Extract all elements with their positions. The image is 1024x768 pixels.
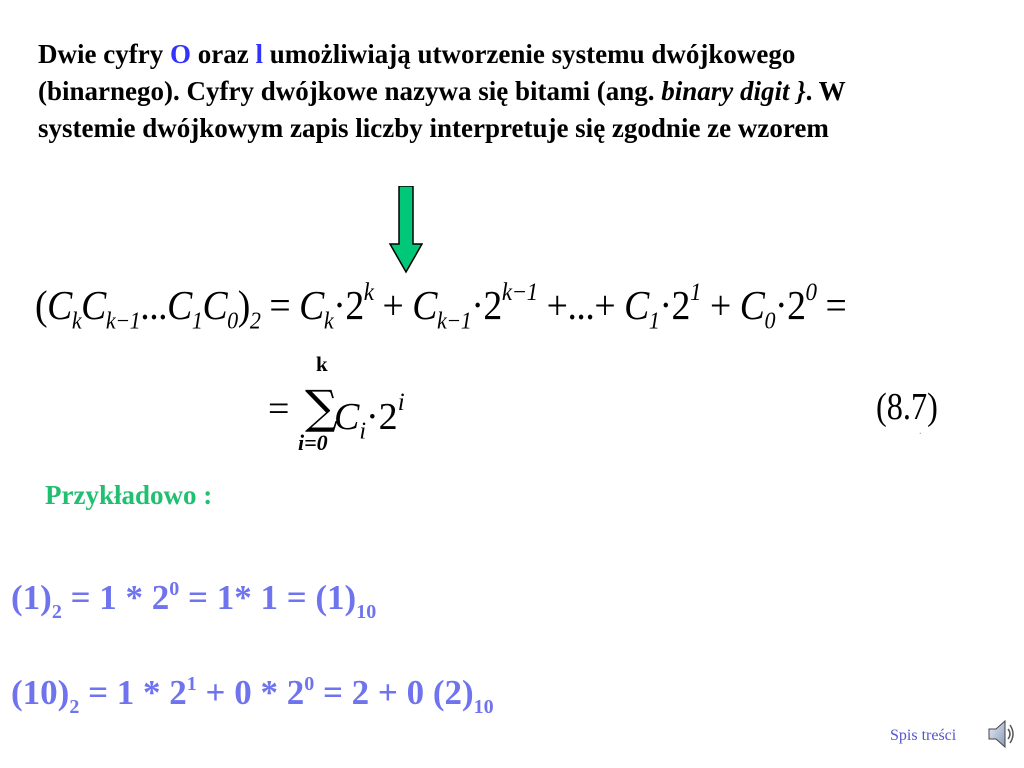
down-arrow-icon — [389, 186, 423, 274]
ex1-part-a: (1) — [11, 578, 52, 617]
ex1-part-b: = 1 * 2 — [61, 578, 170, 617]
sum-lower-limit — [298, 430, 328, 456]
intro-text-1: Dwie cyfry — [38, 39, 170, 69]
sigma-symbol: ∑ — [305, 380, 338, 434]
equation-number: (8.7) — [876, 386, 938, 428]
intro-text-3: umożliwiają utworzenie systemu dwójkowego (binarnego). Cyfry dwójkowe nazywa się bitami (ang. — [38, 39, 796, 106]
digit-zero: O — [169, 39, 191, 69]
intro-text-4: . W systemie dwójkowym zapis liczby interpretuje się zgodnie ze wzorem — [38, 76, 846, 143]
table-of-contents-link[interactable]: Spis treści — [890, 727, 957, 744]
ex2-part-b: = 1 * 2 — [79, 673, 187, 712]
speaker-icon[interactable] — [986, 718, 1016, 750]
ex2-sup-b: 1 — [186, 673, 197, 695]
example-label: Przykładowo : — [45, 480, 213, 510]
intro-text-2: oraz — [190, 39, 256, 69]
ex1-sub-c: 10 — [356, 601, 377, 623]
intro-paragraph — [38, 36, 938, 147]
ex2-part-d: = 2 + 0 (2) — [314, 673, 474, 712]
ex1-part-c: = 1* 1 = (1) — [179, 578, 357, 617]
ex2-sup-c: 0 — [304, 673, 315, 695]
example-equation-1 — [11, 578, 376, 624]
sum-term: $C_i\cdot 2^i$ — [334, 389, 405, 445]
intro-term: binary digit } — [661, 76, 806, 106]
sum-lower-limit-text: i=0 — [298, 430, 328, 455]
sum-upper-limit: k — [316, 352, 328, 376]
ex1-sup-b: 0 — [169, 578, 180, 600]
decorative-dot: . — [919, 426, 922, 437]
ex2-part-c: + 0 * 2 — [196, 673, 305, 712]
ex2-sub-d: 10 — [473, 696, 494, 718]
example-equation-2 — [11, 673, 494, 719]
sum-formula — [268, 350, 428, 460]
ex2-sub-a: 2 — [69, 696, 80, 718]
ex1-sub-a: 2 — [51, 601, 62, 623]
ex2-part-a: (10) — [11, 673, 70, 712]
equals-sign: = — [268, 388, 290, 430]
binary-expansion-formula: $(C_kC_{k-1}...C_1C_0)_2 = C_k\cdot 2^k + C_{k-1}\cdot 2^{k-1}$ +...+ $C_1\cdot 2^1 + C_0\cdot 2^0$ = — [35, 279, 847, 335]
digit-one: l — [255, 39, 263, 69]
